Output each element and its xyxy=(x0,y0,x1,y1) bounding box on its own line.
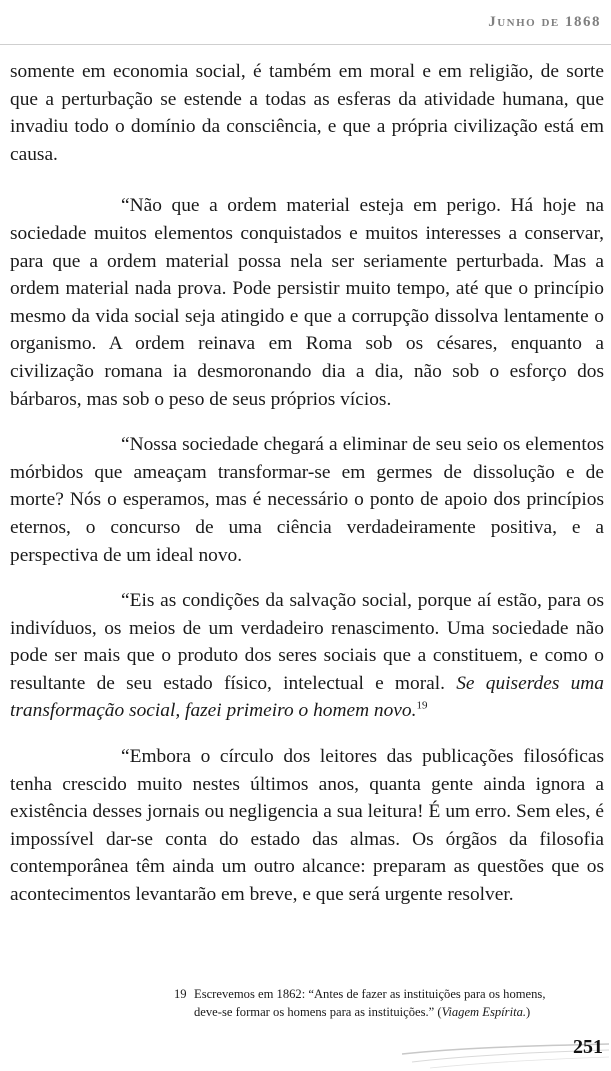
footnote-line-2-text: deve-se formar os homens para as instituições.” ( xyxy=(194,1005,442,1019)
footnote-line-2 xyxy=(174,1003,606,1021)
footnote xyxy=(174,985,606,1021)
paragraph-4-text: “Eis as condições da salvação social, porque aí estão, para os indivíduos, os meios de um verdadeiro renascimento. Uma sociedade não pode ser mais que o produto dos seres sociais que a constituem, e como o resultante de seu estado físico, intelectual e moral. xyxy=(10,590,604,694)
page-number: 251 xyxy=(573,1036,603,1058)
footnote-line-2-end: ) xyxy=(526,1005,531,1019)
body-text xyxy=(10,58,604,927)
paragraph-2: “Não que a ordem material esteja em perigo. Há hoje na sociedade muitos elementos conquistados e muitos interesses a conservar, para que a ordem material possa nela ser seriamente perturbada. Mas a ordem material nada prova. Pode persistir muito tempo, até que o princípio mesmo da vida social seja atingido e que a corrupção dissolva lentamente o organismo. A ordem reinava em Roma sob os césares, enquanto a civilização romana ia desmoronando dia a dia, não sob o esforço dos bárbaros, mas sob o peso de seus próprios vícios. xyxy=(10,195,604,410)
paragraph-4 xyxy=(10,587,604,725)
footnote-reference: 19 xyxy=(416,700,428,712)
footnote-line-1: Escrevemos em 1862: “Antes de fazer as instituições para os homens, xyxy=(194,987,546,1001)
paragraph-3: “Nossa sociedade chegará a eliminar de seu seio os elementos mórbidos que ameaçam transformar-se em germes de dissolução e de morte? Nós o esperamos, mas é necessário o ponto de apoio dos princípios eternos, o concurso de uma ciência verdadeiramente positiva, e a perspectiva de um ideal novo. xyxy=(10,434,604,566)
footnote-number: 19 xyxy=(174,987,187,1001)
paragraph-5: “Embora o círculo dos leitores das publicações filosóficas tenha crescido muito nestes últimos anos, quanta gente ainda ignora a existência desses jornais ou negligencia a sua leitura! É um erro. Sem eles, é impossível dar-se conta do estado das almas. Os órgãos da filosofia contemporânea têm ainda um outro alcance: preparam as questões que os acontecimentos levantarão em breve, e que será urgente resolver. xyxy=(10,746,604,906)
paragraph-4-italic: Se quiserdes uma transformação social, fazei primeiro o homem novo. xyxy=(10,672,604,722)
footnote-source: Viagem Espírita. xyxy=(441,1005,527,1019)
paragraph-1: somente em economia social, é também em moral e em religião, de sorte que a perturbação se estende a todas as esferas da atividade humana, que invadiu todo o domínio da consciência, e que a própria civilização está em causa. xyxy=(10,61,604,165)
header-rule xyxy=(0,44,611,45)
running-head: Junho de 1868 xyxy=(488,14,601,30)
